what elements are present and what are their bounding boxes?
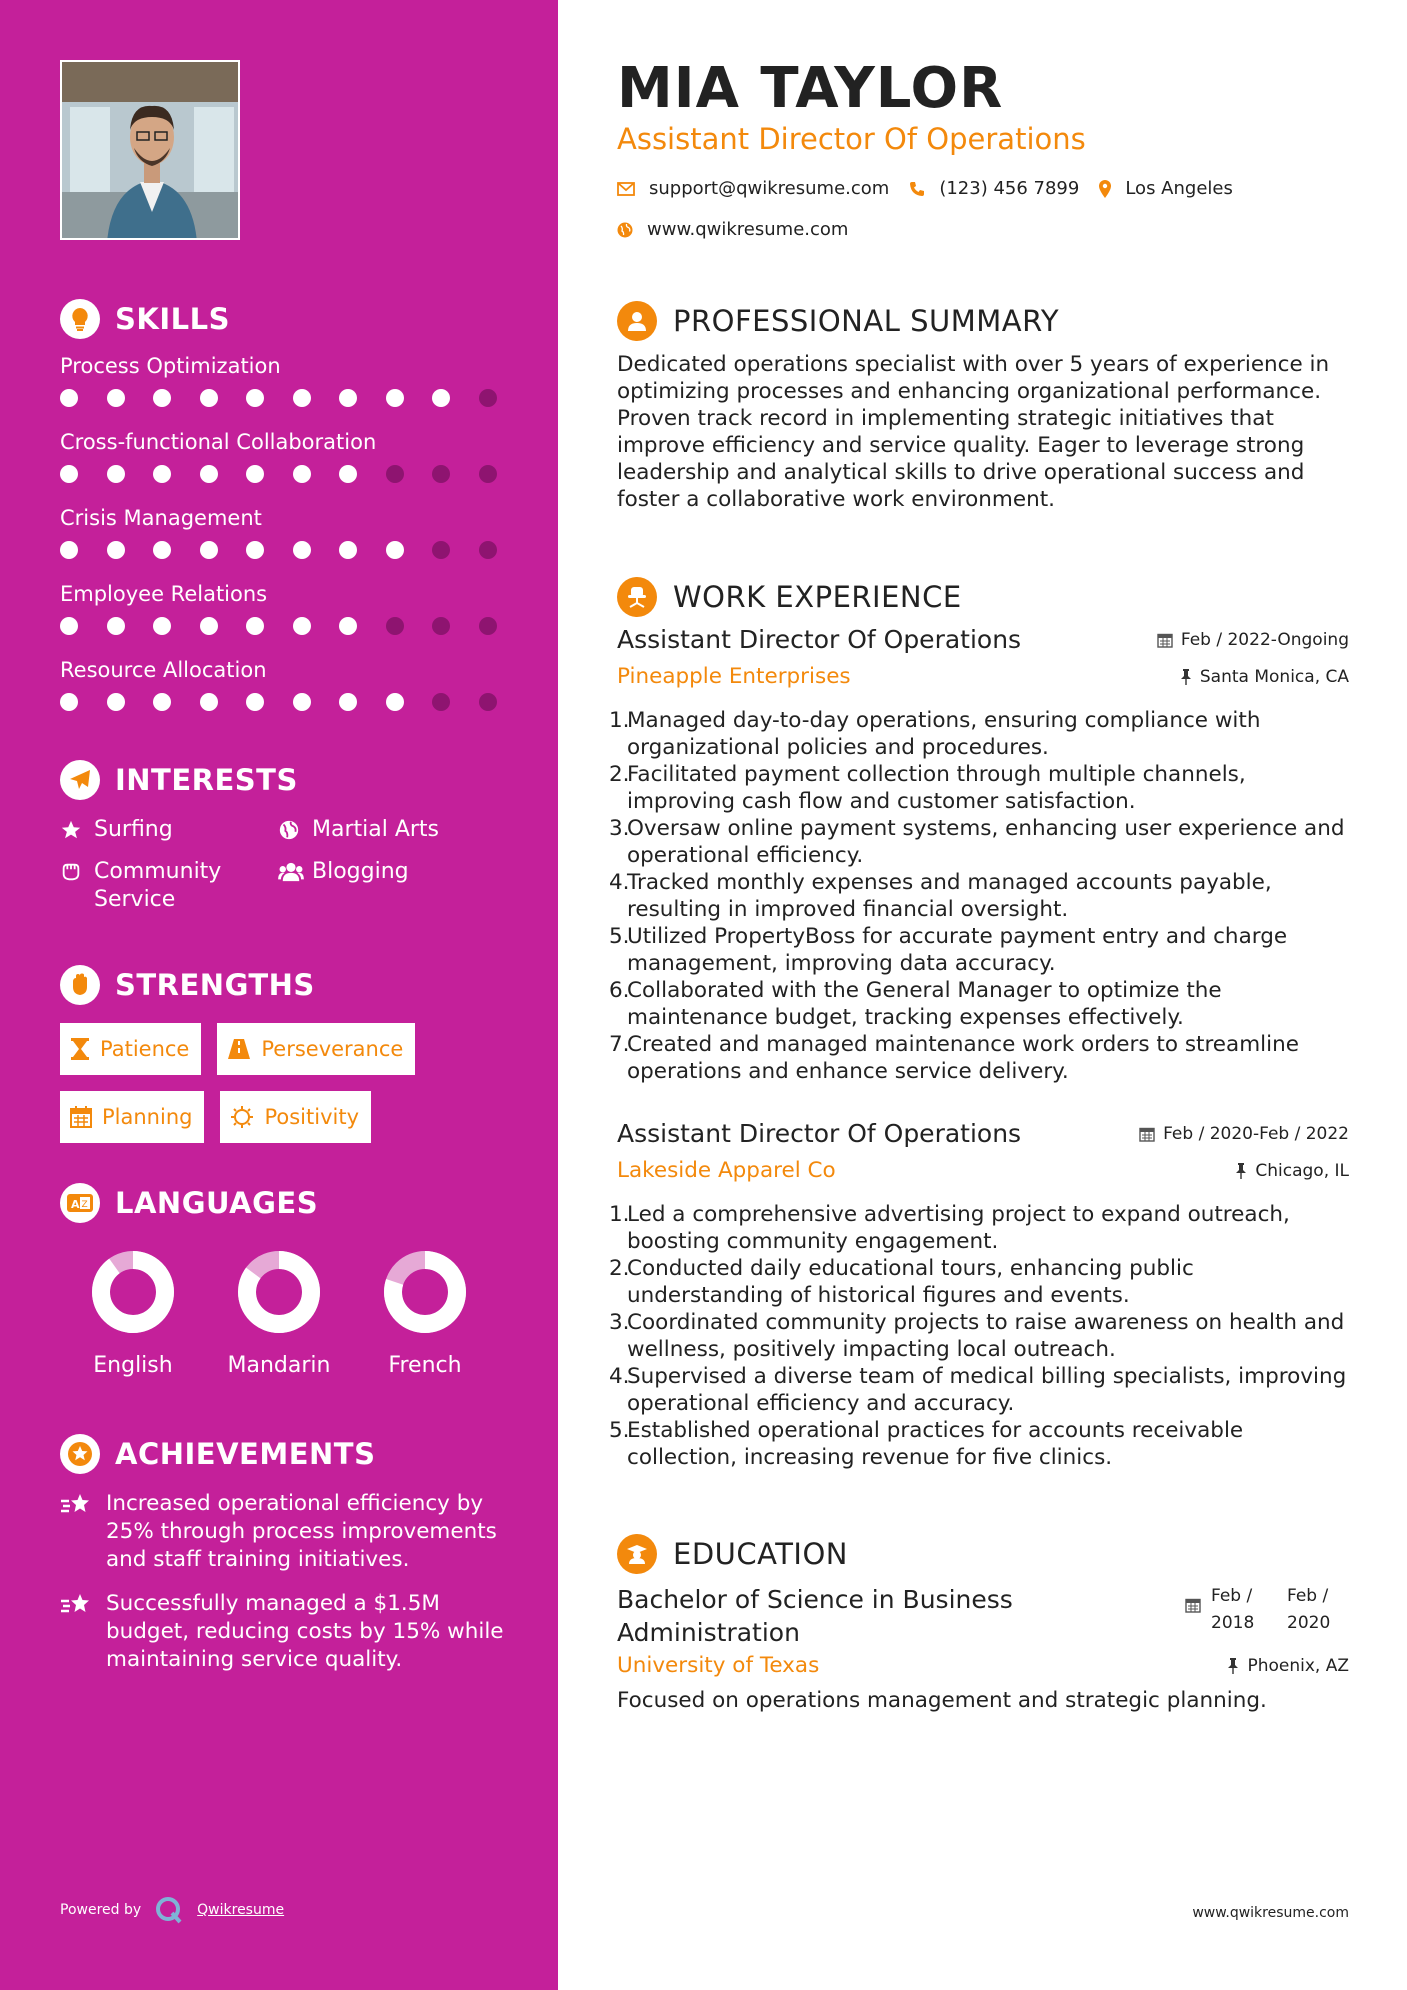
summary-heading-row	[617, 301, 1059, 341]
envelope-icon	[617, 182, 635, 196]
job-subheader	[617, 664, 1349, 689]
language-level-ring	[382, 1249, 468, 1335]
strength-label: Patience	[100, 1037, 190, 1061]
job-dates	[1139, 1124, 1349, 1144]
rating-dot-filled	[339, 617, 357, 635]
shooting-star-icon	[60, 1590, 94, 1674]
contact-phone[interactable]	[909, 178, 1079, 199]
rating-dot-empty	[479, 693, 497, 711]
pushpin-icon	[1227, 1658, 1239, 1674]
interest-item	[278, 858, 488, 914]
strength-label: Positivity	[264, 1105, 359, 1129]
strengths-section	[60, 965, 510, 1159]
achievements-heading: ACHIEVEMENTS	[115, 1437, 376, 1471]
summary-text: Dedicated operations specialist with over 5 years of experience in optimizing processes and enhancing organizational performance. Proven track record in implementing strategic initiatives that improve efficiency and service quality. Eager to leverage strong leadership and analytical skills to drive operational success and foster a collaborative work environment.	[617, 352, 1330, 512]
powered-by	[60, 1896, 284, 1924]
skill-name: Process Optimization	[60, 354, 281, 378]
rating-dot-filled	[60, 541, 78, 559]
education-subheader	[617, 1653, 1349, 1678]
rating-dot-empty	[479, 389, 497, 407]
svg-text:A: A	[71, 1198, 80, 1211]
strength-badge	[60, 1091, 204, 1143]
job-bullet: 2. Conducted daily educational tours, enhancing public understanding of historical figures and events.	[609, 1256, 1194, 1308]
rating-dot-filled	[293, 617, 311, 635]
skill-name: Resource Allocation	[60, 658, 267, 682]
rating-dot-filled	[432, 389, 450, 407]
hand-icon	[60, 858, 86, 886]
rating-dot-filled	[60, 693, 78, 711]
achievement-item	[60, 1490, 510, 1574]
education-start: Feb / 2018	[1211, 1586, 1255, 1633]
languages-list	[60, 1249, 510, 1378]
education-header	[617, 1583, 1349, 1649]
rating-dot-filled	[200, 617, 218, 635]
job-bullet: 5. Utilized PropertyBoss for accurate payment entry and charge management, improving data accuracy.	[609, 924, 1288, 976]
language-level-ring	[236, 1249, 322, 1335]
job-bullets	[609, 707, 1349, 1085]
pushpin-icon	[1180, 669, 1192, 685]
languages-heading: LANGUAGES	[115, 1186, 319, 1220]
rating-dot-empty	[386, 465, 404, 483]
rating-dot-filled	[60, 465, 78, 483]
interest-item	[60, 816, 278, 844]
office-chair-icon	[617, 577, 657, 617]
sun-icon	[230, 1105, 254, 1129]
contact-email[interactable]	[617, 178, 889, 199]
strengths-heading-row	[60, 965, 510, 1005]
rating-dot-filled	[200, 693, 218, 711]
education-heading-row	[617, 1534, 848, 1574]
rating-dot-filled	[153, 465, 171, 483]
rating-dot-filled	[339, 693, 357, 711]
rating-dot-filled	[339, 465, 357, 483]
job-header	[617, 625, 1349, 654]
education-description: Focused on operations management and strategic planning.	[617, 1688, 1267, 1713]
qwikresume-link[interactable]: Qwikresume	[197, 1902, 285, 1918]
rating-dot-filled	[107, 541, 125, 559]
contact-row-2	[617, 219, 868, 240]
calendar-icon	[70, 1106, 92, 1128]
job-dates-text: Feb / 2022-Ongoing	[1180, 629, 1349, 650]
rating-dot-filled	[200, 465, 218, 483]
qwikresume-logo-icon	[155, 1896, 183, 1924]
contact-website[interactable]	[617, 219, 848, 240]
rating-dot-filled	[293, 465, 311, 483]
skill-rating	[60, 685, 510, 719]
interest-item	[278, 816, 488, 844]
rating-dot-filled	[246, 465, 264, 483]
education-heading: EDUCATION	[673, 1537, 849, 1571]
job-entry	[609, 1119, 1349, 1471]
job-dates-text: Feb / 2020-Feb / 2022	[1163, 1123, 1349, 1144]
job-bullet: 3. Oversaw online payment systems, enhancing user experience and operational efficiency.	[609, 816, 1345, 868]
job-location-text: Santa Monica, CA	[1199, 666, 1349, 687]
interest-label: Surfing	[94, 817, 173, 842]
rating-dot-empty	[432, 617, 450, 635]
translate-icon	[60, 1183, 100, 1223]
rating-dot-filled	[386, 541, 404, 559]
rating-dot-filled	[153, 693, 171, 711]
rating-dot-empty	[432, 465, 450, 483]
education-location	[1227, 1656, 1349, 1676]
languages-heading-row	[60, 1183, 510, 1223]
job-bullet: 3. Coordinated community projects to raise awareness on health and wellness, positively impacting local outreach.	[609, 1310, 1345, 1362]
interests-section	[60, 760, 510, 914]
strength-label: Planning	[102, 1105, 193, 1129]
rating-dot-filled	[339, 389, 357, 407]
achievements-section	[60, 1434, 510, 1690]
education-entry	[617, 1583, 1349, 1713]
achievement-text: Successfully managed a $1.5M budget, reducing costs by 15% while maintaining service quality.	[106, 1591, 504, 1672]
skills-list	[60, 351, 510, 719]
candidate-role: Assistant Director Of Operations	[617, 122, 1086, 156]
profile-photo	[60, 60, 240, 240]
location-text: Los Angeles	[1125, 178, 1233, 199]
skill-rating	[60, 533, 510, 567]
language-name: Mandarin	[227, 1353, 331, 1378]
rating-dot-empty	[479, 617, 497, 635]
skill-rating	[60, 609, 510, 643]
powered-by-label: Powered by	[60, 1902, 142, 1918]
rating-dot-filled	[107, 389, 125, 407]
achievement-text: Increased operational efficiency by 25% through process improvements and staff training initiatives.	[106, 1491, 497, 1572]
skills-heading: SKILLS	[115, 302, 230, 336]
language-level-ring	[90, 1249, 176, 1335]
rating-dot-filled	[153, 541, 171, 559]
job-location	[1235, 1161, 1349, 1181]
job-bullet: 1. Led a comprehensive advertising project to expand outreach, boosting community engagement.	[609, 1202, 1290, 1254]
graduate-icon	[617, 1534, 657, 1574]
rating-dot-empty	[432, 693, 450, 711]
rating-dot-filled	[339, 541, 357, 559]
job-bullet: 1. Managed day-to-day operations, ensuring compliance with organizational policies and procedures.	[609, 708, 1261, 760]
phone-text: (123) 456 7899	[939, 178, 1080, 199]
job-dates	[1157, 630, 1349, 650]
skill-rating	[60, 457, 510, 491]
summary-heading: PROFESSIONAL SUMMARY	[673, 304, 1060, 338]
job-bullet: 6. Collaborated with the General Manager to optimize the maintenance budget, tracking expenses effectively.	[609, 978, 1222, 1030]
rating-dot-filled	[107, 693, 125, 711]
job-bullet: 7. Created and managed maintenance work orders to streamline operations and enhance service delivery.	[609, 1032, 1299, 1084]
calendar-icon	[1185, 1583, 1201, 1622]
achievement-item	[60, 1590, 510, 1674]
rating-dot-empty	[386, 617, 404, 635]
rating-dot-filled	[246, 693, 264, 711]
education-dates	[1185, 1583, 1349, 1637]
job-subheader	[617, 1158, 1349, 1183]
job-location-text: Chicago, IL	[1255, 1160, 1349, 1181]
rating-dot-filled	[246, 389, 264, 407]
job-bullet: 5. Established operational practices for accounts receivable collection, increasing revenue for five clinics.	[609, 1418, 1244, 1470]
strength-badge	[217, 1023, 415, 1075]
education-location-text: Phoenix, AZ	[1247, 1655, 1349, 1676]
language-name: English	[93, 1353, 173, 1378]
contact-row	[617, 178, 1253, 199]
job-title: Assistant Director Of Operations	[617, 625, 1022, 654]
fist-icon	[60, 965, 100, 1005]
rating-dot-filled	[107, 465, 125, 483]
sidebar	[0, 0, 558, 1990]
achievements-heading-row	[60, 1434, 510, 1474]
rating-dot-filled	[153, 389, 171, 407]
job-header	[617, 1119, 1349, 1148]
language-item	[206, 1249, 352, 1378]
calendar-icon	[1139, 1126, 1155, 1142]
strength-badge	[60, 1023, 201, 1075]
star-icon	[60, 816, 86, 844]
interests-list	[60, 816, 510, 914]
experience-heading-row	[617, 577, 962, 617]
rating-dot-filled	[153, 617, 171, 635]
website-text: www.qwikresume.com	[647, 219, 849, 240]
pushpin-icon	[1235, 1163, 1247, 1179]
language-name: French	[388, 1353, 462, 1378]
rating-dot-filled	[386, 389, 404, 407]
skill-name: Employee Relations	[60, 582, 268, 606]
experience-heading: WORK EXPERIENCE	[673, 580, 962, 614]
skill-name: Cross-functional Collaboration	[60, 430, 377, 454]
hourglass-icon	[70, 1037, 90, 1061]
interest-label: Community Service	[94, 859, 222, 912]
paper-plane-icon	[60, 760, 100, 800]
languages-section	[60, 1183, 510, 1378]
contact-location	[1099, 178, 1233, 199]
rating-dot-filled	[246, 541, 264, 559]
job-bullet: 4. Supervised a diverse team of medical billing specialists, improving operational efficiency and accuracy.	[609, 1364, 1347, 1416]
users-icon	[278, 858, 304, 886]
interest-item	[60, 858, 278, 914]
rating-dot-filled	[246, 617, 264, 635]
strengths-list	[60, 1023, 500, 1159]
email-text: support@qwikresume.com	[649, 178, 890, 199]
rating-dot-empty	[479, 541, 497, 559]
user-icon	[617, 301, 657, 341]
shooting-star-icon	[60, 1490, 94, 1574]
job-entry	[609, 625, 1349, 1085]
skill-rating	[60, 381, 510, 415]
star-badge-icon	[60, 1434, 100, 1474]
ring-fill	[101, 1260, 165, 1324]
rating-dot-filled	[200, 541, 218, 559]
main-content	[609, 0, 1349, 1990]
strength-label: Perseverance	[261, 1037, 404, 1061]
interest-label: Martial Arts	[312, 817, 440, 842]
job-company: Pineapple Enterprises	[617, 664, 851, 689]
job-title: Assistant Director Of Operations	[617, 1119, 1022, 1148]
education-school: University of Texas	[617, 1653, 820, 1678]
rating-dot-filled	[293, 541, 311, 559]
rating-dot-filled	[107, 617, 125, 635]
rating-dot-filled	[293, 389, 311, 407]
rating-dot-filled	[200, 389, 218, 407]
education-end: Feb / 2020	[1287, 1586, 1331, 1633]
job-bullets	[609, 1201, 1349, 1471]
interests-heading-row	[60, 760, 510, 800]
candidate-name: MIA TAYLOR	[617, 56, 1004, 121]
rating-dot-filled	[293, 693, 311, 711]
education-degree: Bachelor of Science in Business Administration	[617, 1585, 1013, 1647]
calendar-icon	[1157, 632, 1173, 648]
skill-name: Crisis Management	[60, 506, 262, 530]
job-bullet: 2. Facilitated payment collection through multiple channels, improving cash flow and customer satisfaction.	[609, 762, 1246, 814]
job-bullet: 4. Tracked monthly expenses and managed accounts payable, resulting in improved financial oversight.	[609, 870, 1272, 922]
globe-icon	[617, 222, 633, 238]
rating-dot-empty	[432, 541, 450, 559]
rating-dot-empty	[479, 465, 497, 483]
rating-dot-filled	[60, 389, 78, 407]
phone-icon	[909, 181, 925, 197]
globe-icon	[278, 816, 304, 844]
rating-dot-filled	[386, 693, 404, 711]
job-location	[1180, 667, 1349, 687]
language-item	[60, 1249, 206, 1378]
interests-heading: INTERESTS	[115, 763, 298, 797]
achievements-list	[60, 1490, 510, 1674]
interest-label: Blogging	[312, 859, 409, 884]
language-item	[352, 1249, 498, 1378]
rating-dot-filled	[60, 617, 78, 635]
map-pin-icon	[1099, 180, 1111, 198]
lightbulb-icon	[60, 299, 100, 339]
footer-url[interactable]: www.qwikresume.com	[1192, 1905, 1349, 1921]
skills-section	[60, 299, 510, 719]
svg-text:Z: Z	[81, 1200, 88, 1210]
road-icon	[227, 1038, 251, 1060]
strength-badge	[220, 1091, 371, 1143]
strengths-heading: STRENGTHS	[115, 968, 315, 1002]
skills-heading-row	[60, 299, 510, 339]
job-company: Lakeside Apparel Co	[617, 1158, 836, 1183]
